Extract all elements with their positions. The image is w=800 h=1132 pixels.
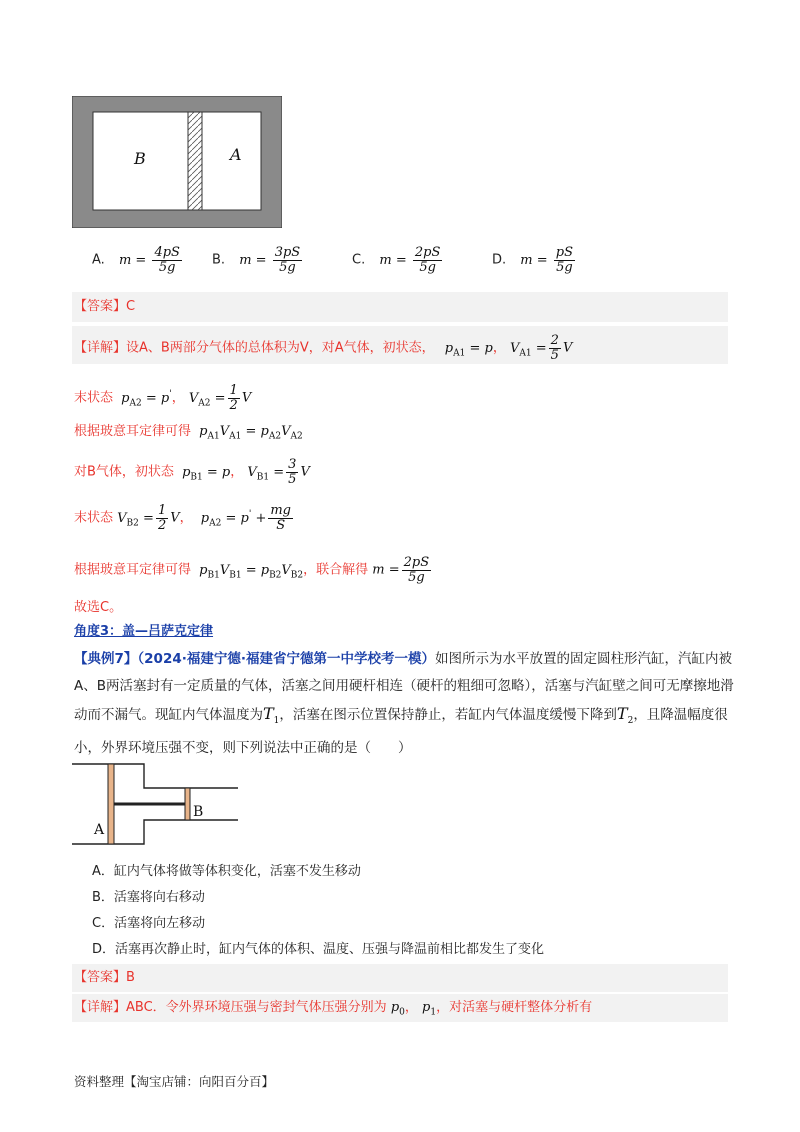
piston-b-label: B <box>193 804 204 820</box>
piston <box>188 112 202 210</box>
answer-1: 【答案】C <box>74 299 136 314</box>
option-c[interactable]: C. m = $\frac{2pS}{5g}$ <box>352 245 441 275</box>
option-d-fraction: $\frac{pS}{5g}$ <box>555 245 574 275</box>
detail-1-line-4: 对B气体，初状态 $p_{B1} = p$， $V_{B1}$ = $\frac{3}{5}$ V <box>74 457 310 487</box>
detail-7-line-1: 【详解】ABC．令外界环境压强与密封气体压强分别为 $p_0$， $p_1$，对活塞与硬杆整体分析有 <box>74 1000 593 1018</box>
answer-7: 【答案】B <box>74 970 135 985</box>
figure-2-stepped-cylinder <box>72 762 242 848</box>
piston-a <box>108 764 114 844</box>
option-b[interactable]: B. m = $\frac{3pS}{5g}$ <box>212 245 301 275</box>
piston-b <box>185 788 190 820</box>
cylinder-outline-top <box>72 764 238 788</box>
figure-1-cylinder <box>72 96 282 228</box>
option-7-d[interactable]: D．活塞再次静止时，缸内气体的体积、温度、压强与降温前相比都发生了变化 <box>92 942 545 957</box>
section-heading: 角度3：盖—吕萨克定律 <box>74 624 214 639</box>
piston-a-label: A <box>94 822 105 838</box>
detail-1-line-5: 末状态 $V_{B2}$ = $\frac{1}{2}$ V， $p_{A2} = p'$ + $\frac{mg}{S}$ <box>74 503 292 533</box>
option-7-c[interactable]: C．活塞将向左移动 <box>92 916 206 931</box>
detail-1-line-3: 根据玻意耳定律可得 $p_{A1}V_{A1} = p_{A2}V_{A2}$ <box>74 424 303 442</box>
option-7-a[interactable]: A．缸内气体将做等体积变化，活塞不发生移动 <box>92 864 361 879</box>
detail-1-line-1: 【详解】设A、B两部分气体的总体积为V，对A气体，初状态， $p_{A1} = p$， $V_{A1}$ = $\frac{2}{5}$ V <box>74 333 573 363</box>
gas-a-label: A <box>230 145 242 164</box>
answer-band-1 <box>72 292 728 322</box>
option-b-fraction: $\frac{3pS}{5g}$ <box>274 245 301 275</box>
option-a[interactable]: A. m = $\frac{4pS}{5g}$ <box>92 245 180 275</box>
detail-1-line-6: 根据玻意耳定律可得 $p_{B1}V_{B1} = p_{B2}V_{B2}$，联合解得 m = $\frac{2pS}{5g}$ <box>74 555 430 585</box>
gas-b-label: B <box>134 149 146 168</box>
answer-band-7 <box>72 964 728 992</box>
option-7-b[interactable]: B．活塞将向右移动 <box>92 890 205 905</box>
option-a-fraction: $\frac{4pS}{5g}$ <box>154 245 180 275</box>
detail-1-line-2: 末状态 $p_{A2} = p'$， $V_{A2}$ = $\frac{1}{2}$ V <box>74 383 252 413</box>
footer-text: 资料整理【淘宝店铺：向阳百分百】 <box>74 1074 275 1089</box>
option-c-fraction: $\frac{2pS}{5g}$ <box>414 245 441 275</box>
option-d[interactable]: D. m = $\frac{pS}{5g}$ <box>492 245 574 275</box>
detail-1-conclusion: 故选C。 <box>74 600 123 615</box>
question-7: 【典例7】（2024·福建宁德·福建省宁德第一中学校考一模）如图所示为水平放置的固定圆柱形汽缸，汽缸内被A、B两活塞封有一定质量的气体，活塞之间用硬杆相连（硬杆的粗细可忽略），活塞与汽缸壁之间可无摩擦地滑动而不漏气。现缸内气体温度为$T_1$，活塞在图示位置保持静止，若缸内气体温度缓慢下降到$T_2$，且降温幅度很小，外界环境压强不变，则下列说法中正确的是（ ） <box>74 651 734 757</box>
